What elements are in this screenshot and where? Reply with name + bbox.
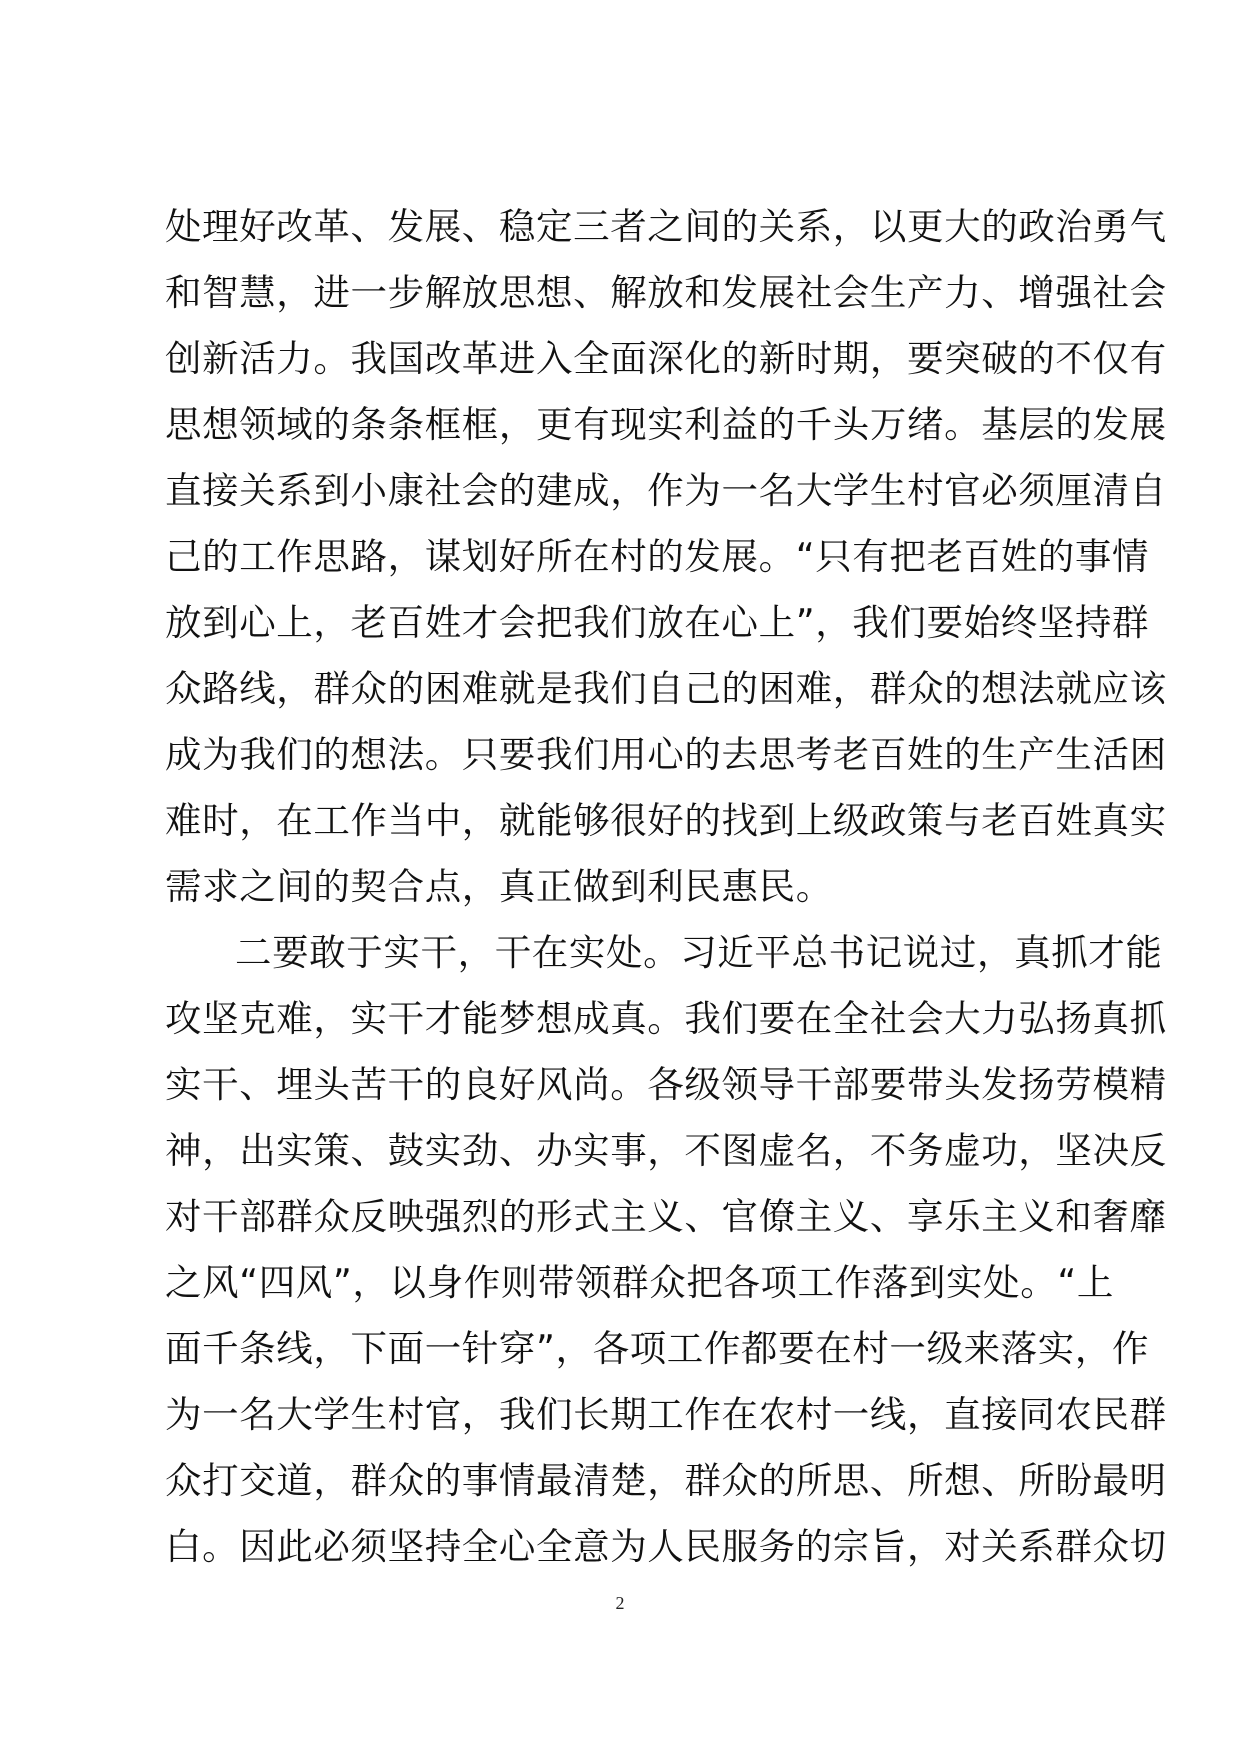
text-line: 放到心上，老百姓才会把我们放在心上”，我们要始终坚持群 bbox=[165, 601, 1150, 644]
text-line: 难时，在工作当中，就能够很好的找到上级政策与老百姓真实 bbox=[165, 799, 1167, 842]
text-line-paragraph-end: 需求之间的契合点，真正做到利民惠民。 bbox=[165, 865, 833, 908]
text-line: 思想领域的条条框框，更有现实利益的千头万绪。基层的发展 bbox=[165, 403, 1167, 446]
text-line: 面千条线，下面一针穿”，各项工作都要在村一级来落实，作 bbox=[165, 1327, 1150, 1370]
text-line-paragraph-start: 二要敢于实干，干在实处。习近平总书记说过，真抓才能 bbox=[235, 931, 1163, 974]
text-line: 处理好改革、发展、稳定三者之间的关系，以更大的政治勇气 bbox=[165, 205, 1167, 248]
text-line: 众打交道，群众的事情最清楚，群众的所思、所想、所盼最明 bbox=[165, 1459, 1167, 1502]
text-line: 和智慧，进一步解放思想、解放和发展社会生产力、增强社会 bbox=[165, 271, 1167, 314]
page-number: 2 bbox=[615, 1593, 625, 1613]
body-text bbox=[165, 194, 1167, 1580]
text-line: 白。因此必须坚持全心全意为人民服务的宗旨，对关系群众切 bbox=[165, 1525, 1167, 1568]
text-line: 之风“四风”，以身作则带领群众把各项工作落到实处。“上 bbox=[165, 1261, 1114, 1304]
text-line: 神，出实策、鼓实劲、办实事，不图虚名，不务虚功，坚决反 bbox=[165, 1129, 1167, 1172]
text-line: 直接关系到小康社会的建成，作为一名大学生村官必须厘清自 bbox=[165, 469, 1167, 512]
text-line: 为一名大学生村官，我们长期工作在农村一线，直接同农民群 bbox=[165, 1393, 1167, 1436]
text-line: 攻坚克难，实干才能梦想成真。我们要在全社会大力弘扬真抓 bbox=[165, 997, 1167, 1040]
text-line: 实干、埋头苦干的良好风尚。各级领导干部要带头发扬劳模精 bbox=[165, 1063, 1167, 1106]
text-line: 成为我们的想法。只要我们用心的去思考老百姓的生产生活困 bbox=[165, 733, 1167, 776]
text-line: 创新活力。我国改革进入全面深化的新时期，要突破的不仅有 bbox=[165, 337, 1167, 380]
text-line: 己的工作思路，谋划好所在村的发展。“只有把老百姓的事情 bbox=[165, 535, 1150, 578]
text-line: 众路线，群众的困难就是我们自己的困难，群众的想法就应该 bbox=[165, 667, 1167, 710]
text-line: 对干部群众反映强烈的形式主义、官僚主义、享乐主义和奢靡 bbox=[165, 1195, 1167, 1238]
